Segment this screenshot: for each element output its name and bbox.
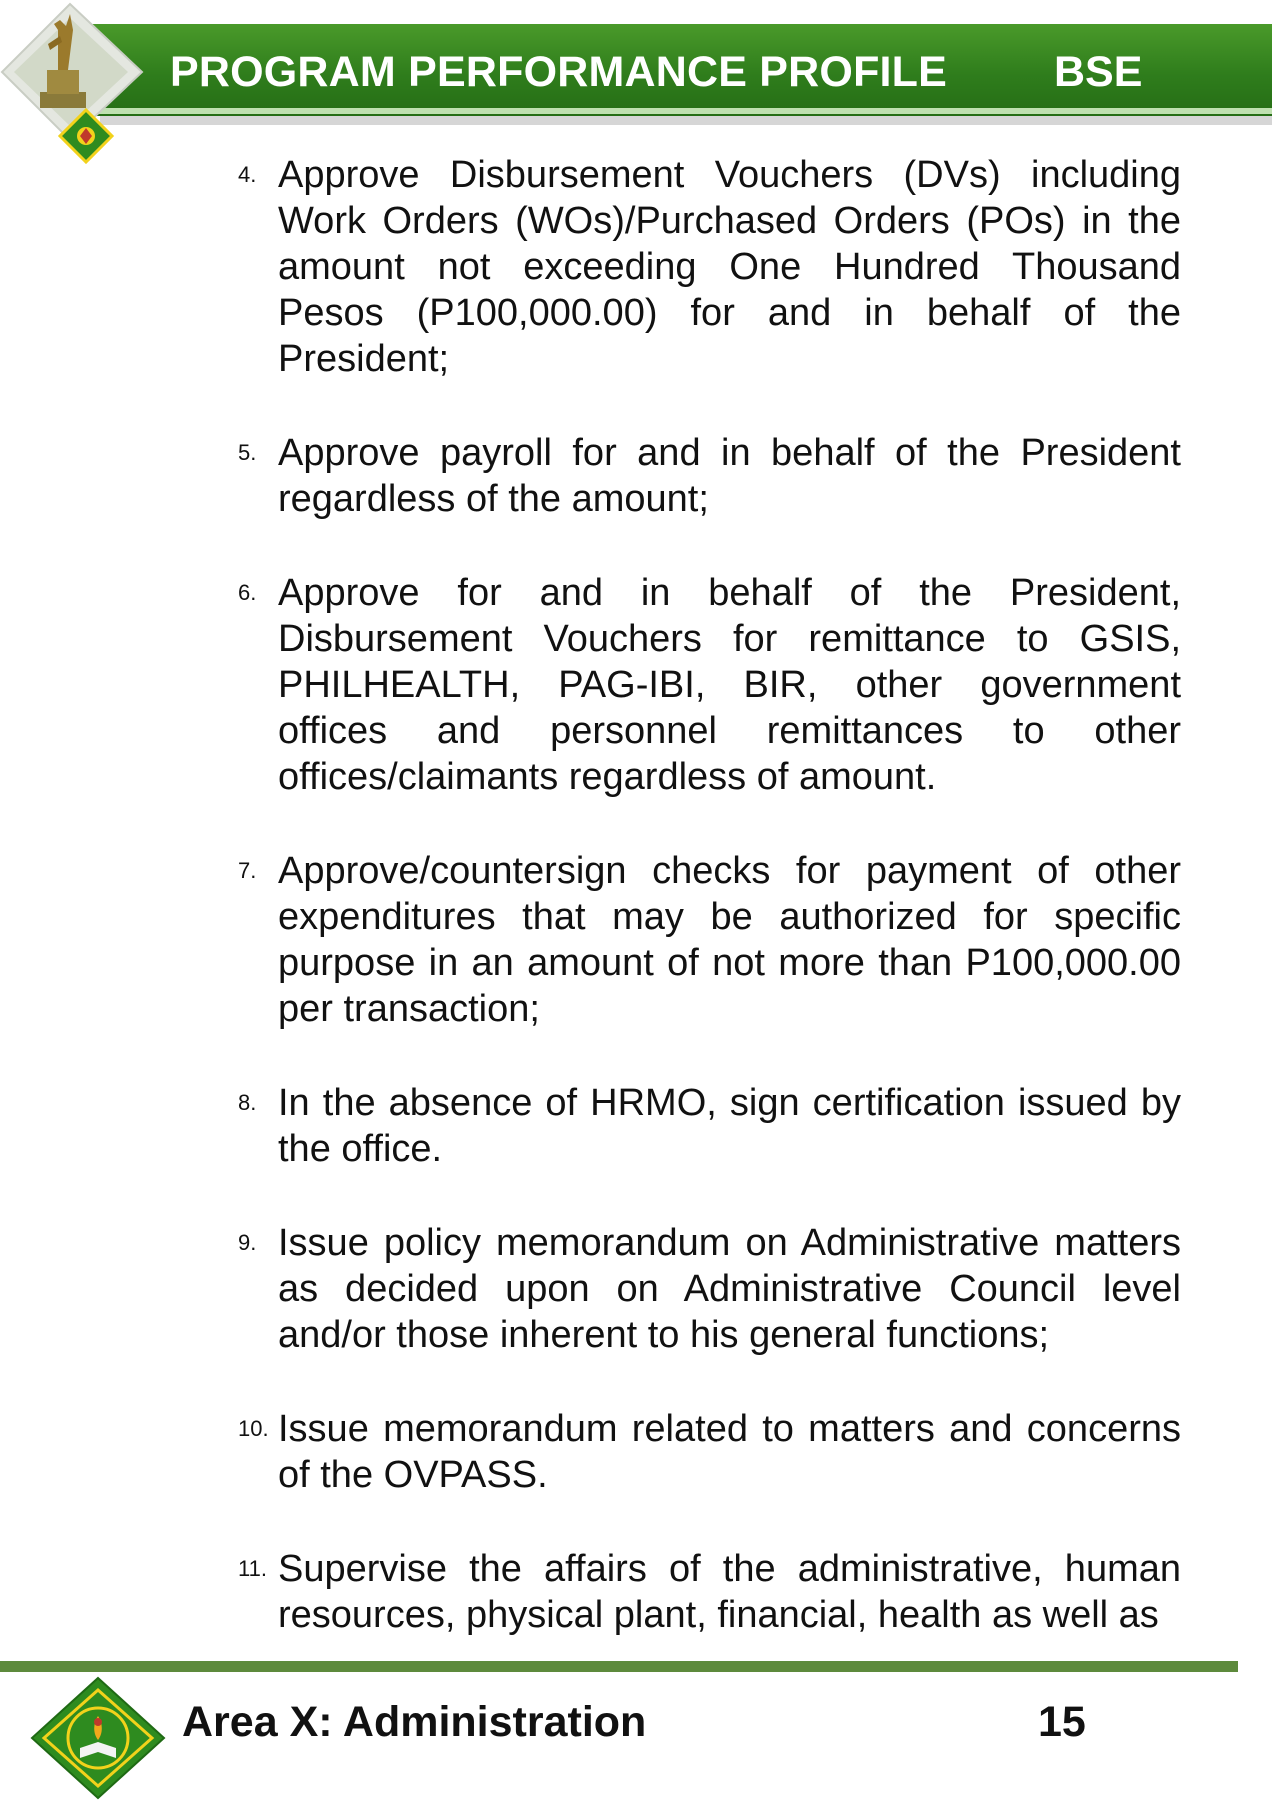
- list-number: 4.: [238, 162, 257, 187]
- header-underline: [96, 108, 1272, 114]
- list-text: Approve payroll for and in behalf of the President regardless of the amount;: [278, 432, 1181, 520]
- list-number: 7.: [238, 858, 257, 883]
- page-number: 15: [1038, 1698, 1086, 1746]
- list-text: Issue memorandum related to matters and concerns of the OVPASS.: [278, 1408, 1181, 1496]
- list-item: [230, 570, 1182, 800]
- footer-rule: [0, 1661, 1238, 1672]
- list-item: [230, 1546, 1182, 1638]
- list-text: Approve for and in behalf of the President, Disbursement Vouchers for remittance to GSIS, PHILHEALTH, PAG-IBI, BIR, other government offices and personnel remittances to other offices/claimants regardless of amount.: [278, 572, 1181, 798]
- university-statue-emblem-icon: [0, 0, 160, 165]
- list-number: 5.: [238, 440, 257, 465]
- footer-area-label: Area X: Administration: [182, 1698, 647, 1746]
- list-number: 6.: [238, 580, 257, 605]
- list-item: [230, 152, 1182, 382]
- list-item: [230, 430, 1182, 522]
- page-header-title: PROGRAM PERFORMANCE PROFILE: [170, 48, 948, 96]
- list-item: [230, 1406, 1182, 1498]
- list-number: 11.: [238, 1556, 267, 1581]
- list-text: In the absence of HRMO, sign certification issued by the office.: [278, 1082, 1181, 1170]
- list-item: [230, 1220, 1182, 1358]
- list-number: 10.: [238, 1416, 269, 1441]
- program-code: BSE: [1054, 48, 1143, 96]
- list-text: Issue policy memorandum on Administrative matters as decided upon on Administrative Council level and/or those inherent to his general functions;: [278, 1222, 1181, 1356]
- list-number: 9.: [238, 1230, 257, 1255]
- duties-list: [230, 152, 1182, 1686]
- university-seal-icon: [28, 1676, 168, 1800]
- list-text: Supervise the affairs of the administrative, human resources, physical plant, financial, health as well as: [278, 1548, 1181, 1636]
- list-item: [230, 1080, 1182, 1172]
- list-text: Approve Disbursement Vouchers (DVs) including Work Orders (WOs)/Purchased Orders (POs) in the amount not exceeding One Hundred Thousand Pesos (P100,000.00) for and in behalf of the President;: [278, 154, 1181, 380]
- list-item: [230, 848, 1182, 1032]
- list-number: 8.: [238, 1090, 257, 1115]
- list-text: Approve/countersign checks for payment of other expenditures that may be authorized for specific purpose in an amount of not more than P100,000.00 per transaction;: [278, 850, 1181, 1030]
